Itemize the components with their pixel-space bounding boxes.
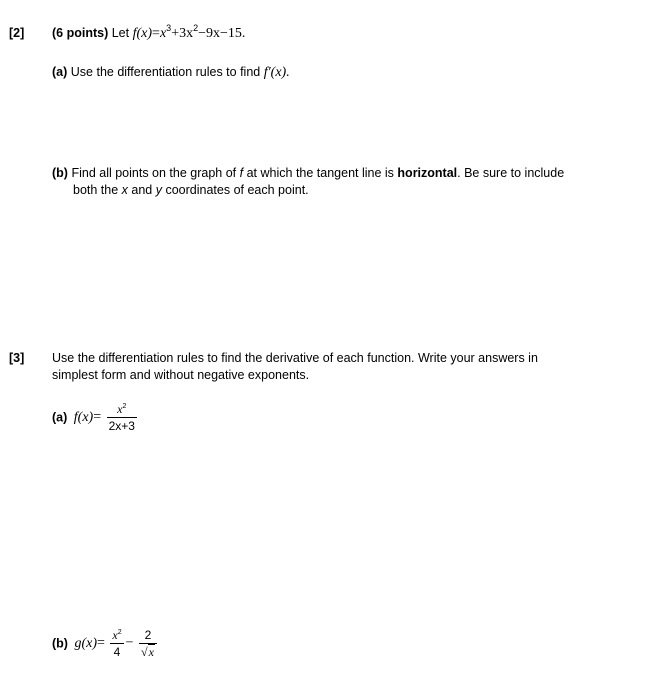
question-2-plus: +	[171, 26, 180, 41]
question-3b-lhs: g(x)	[74, 635, 97, 651]
question-3b-num1-exponent: 2	[117, 629, 122, 636]
question-2b-f: f	[239, 166, 244, 180]
question-3a-num-var: x	[117, 402, 123, 416]
sqrt-sign: √	[141, 645, 148, 659]
question-3-instructions-1: Use the differentiation rules to find the derivative of each function. Write your answers in	[52, 351, 538, 365]
question-3b-equals: =	[97, 635, 105, 651]
question-2-term1-exponent: 3	[166, 23, 172, 33]
question-2-term1: x	[159, 26, 167, 41]
question-3a-label: (a)	[52, 410, 68, 425]
question-3a-num-exponent: 2	[122, 403, 127, 410]
question-3b-num1-var: x	[112, 628, 118, 642]
question-3a-denominator: 2x+3	[108, 419, 135, 433]
question-2a-label: (a)	[52, 65, 68, 79]
question-2-term2-exponent: 2	[193, 23, 199, 33]
question-2b-x: x	[121, 183, 128, 197]
question-2a-math: f′(x).	[263, 65, 290, 80]
question-2b-line-2	[73, 182, 309, 199]
question-3b-denominator-1: 4	[113, 645, 121, 659]
question-2-rest: −9x−15.	[198, 26, 246, 41]
question-2-function-name: f(x)	[132, 26, 153, 41]
question-3a-numerator	[107, 402, 137, 418]
question-2b-and: and	[131, 183, 153, 197]
question-3b-denominator-2	[139, 644, 157, 659]
question-2b-label: (b)	[52, 166, 68, 180]
question-3a-equals: =	[93, 409, 102, 425]
question-2b-text-3: . Be sure to include	[457, 166, 565, 180]
question-2-term2: 3x	[179, 26, 194, 41]
question-3b-minus: −	[125, 635, 134, 651]
question-3a	[52, 402, 139, 433]
question-3-number: [3]	[9, 351, 25, 365]
question-3b-numerator-1	[110, 628, 123, 644]
question-2b-text-2: at which the tangent line is	[246, 166, 394, 180]
question-3b-radicand: x	[148, 645, 154, 659]
question-2b-line-1	[52, 165, 564, 182]
question-3b-numerator-2: 2	[139, 628, 157, 644]
question-3a-fraction	[107, 402, 137, 433]
question-2b-y: y	[155, 183, 162, 197]
question-2-stem	[52, 25, 245, 42]
question-3b-fraction-2	[139, 628, 157, 659]
question-2-equals: =	[152, 26, 160, 41]
question-2-number: [2]	[9, 26, 25, 40]
question-2a	[52, 64, 290, 81]
question-2-points: (6 points)	[52, 26, 109, 40]
question-2b-text-5: coordinates of each point.	[165, 183, 309, 197]
question-2-intro: Let	[111, 26, 130, 40]
question-3-instructions-2: simplest form and without negative exponents.	[52, 368, 310, 382]
question-3b-label: (b)	[52, 636, 68, 651]
question-3a-lhs: f(x)	[73, 409, 94, 425]
question-2b-bold: horizontal	[397, 166, 458, 180]
question-3b	[52, 628, 159, 659]
square-root-symbol	[141, 645, 155, 659]
question-2a-text: Use the differentiation rules to find	[70, 65, 261, 79]
question-2b-text-1: Find all points on the graph of	[71, 166, 237, 180]
question-2b-text-4: both the	[73, 183, 119, 197]
question-3b-fraction-1	[110, 628, 123, 659]
